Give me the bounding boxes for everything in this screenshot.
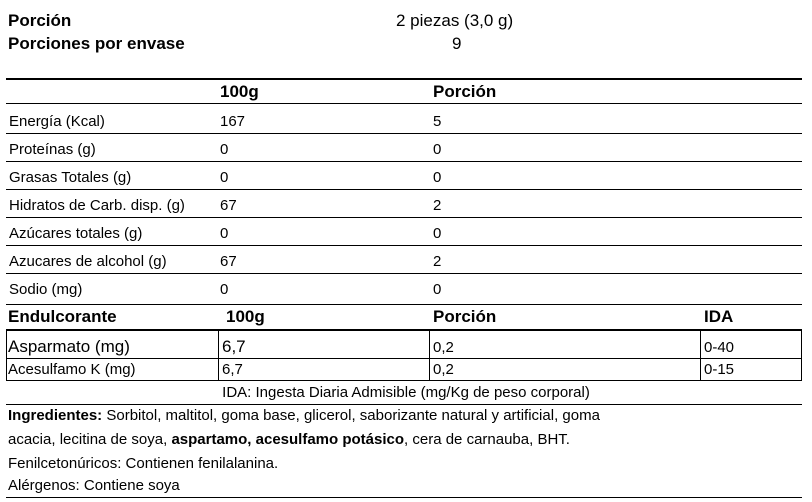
footnote-rule [6,404,802,405]
phenylketonurics-warning: Fenilcetonúricos: Contienen fenilalanina. [8,455,279,472]
row-divider [6,217,802,218]
ingredients-text-2: acacia, lecitina de soya, [8,431,172,448]
nutrient-portion: 5 [433,113,442,130]
row-divider [6,189,802,190]
top-rule [6,78,802,80]
nutrient-per100: 0 [220,281,229,298]
ingredients-text-3: , cera de carnauba, BHT. [404,431,570,448]
row-divider [6,161,802,162]
ingredients-text-1: Sorbitol, maltitol, goma base, glicerol, saborizante natural y artificial, goma [102,407,600,424]
nutrient-name: Sodio (mg) [9,281,83,298]
nutrition-col-100g: 100g [220,82,259,101]
serving-label: Porción [8,11,72,30]
nutrient-portion: 0 [433,281,442,298]
nutrition-row-sodium [6,277,802,303]
row-divider [6,273,802,274]
nutrient-portion: 0 [433,169,442,186]
row-divider [6,245,802,246]
nutrition-row-fat [6,165,802,191]
nutrient-name: Grasas Totales (g) [9,169,132,186]
nutrient-name: Energía (Kcal) [9,113,105,130]
nutrition-row-energy [6,109,802,135]
nutrient-portion: 2 [433,253,442,270]
sweetener-col-name: Endulcorante [8,307,117,326]
ingredients-line-2 [8,431,570,448]
nutrient-per100: 0 [220,169,229,186]
sweetener-per100: 6,7 [222,337,246,356]
nutrient-per100: 167 [220,113,246,130]
row-divider [6,133,802,134]
sweetener-col-100g: 100g [226,307,265,326]
sweetener-name: Asparmato (mg) [8,337,130,356]
sweetener-top-rule [6,304,802,305]
table-border-left [6,330,7,381]
nutrition-row-sugars [6,221,802,247]
servings-per-container-value: 9 [452,34,462,53]
nutrient-name: Hidratos de Carb. disp. (g) [9,197,185,214]
sweetener-ida: 0-15 [704,361,735,378]
nutrient-portion: 0 [433,141,442,158]
nutrition-row-sugar-alcohols [6,249,802,275]
nutrition-row-protein [6,137,802,163]
nutrition-row-carbs [6,193,802,219]
sweetener-header-rule [6,329,802,331]
table-border [700,330,701,381]
row-divider [6,380,802,381]
sweetener-ida: 0-40 [704,339,735,356]
row-divider [6,358,802,359]
nutrient-portion: 2 [433,197,442,214]
sweetener-portion: 0,2 [433,361,454,378]
sweetener-portion: 0,2 [433,339,454,356]
table-border-right [801,330,802,381]
allergens-warning: Alérgenos: Contiene soya [8,477,180,494]
ingredients-label: Ingredientes: [8,407,103,424]
nutrient-per100: 0 [220,141,229,158]
nutrient-name: Proteínas (g) [9,141,96,158]
sweetener-per100: 6,7 [222,361,243,378]
ida-footnote: IDA: Ingesta Diaria Admisible (mg/Kg de peso corporal) [222,384,590,401]
nutrient-per100: 67 [220,253,237,270]
table-border [429,330,430,381]
serving-value: 2 piezas (3,0 g) [396,11,514,30]
table-border [218,330,219,381]
ingredients-line-1 [8,407,600,424]
sweetener-col-portion: Porción [433,307,497,326]
nutrient-name: Azúcares totales (g) [9,225,143,242]
sweetener-col-ida: IDA [704,307,734,326]
bottom-rule [6,497,802,498]
nutrient-name: Azucares de alcohol (g) [9,253,167,270]
nutrition-header-rule [6,103,802,104]
nutrient-portion: 0 [433,225,442,242]
servings-per-container-label: Porciones por envase [8,34,185,53]
nutrient-per100: 0 [220,225,229,242]
sweetener-name: Acesulfamo K (mg) [8,361,136,378]
ingredients-sweeteners-bold: aspartamo, acesulfamo potásico [171,431,405,448]
nutrition-col-portion: Porción [433,82,497,101]
nutrient-per100: 67 [220,197,237,214]
